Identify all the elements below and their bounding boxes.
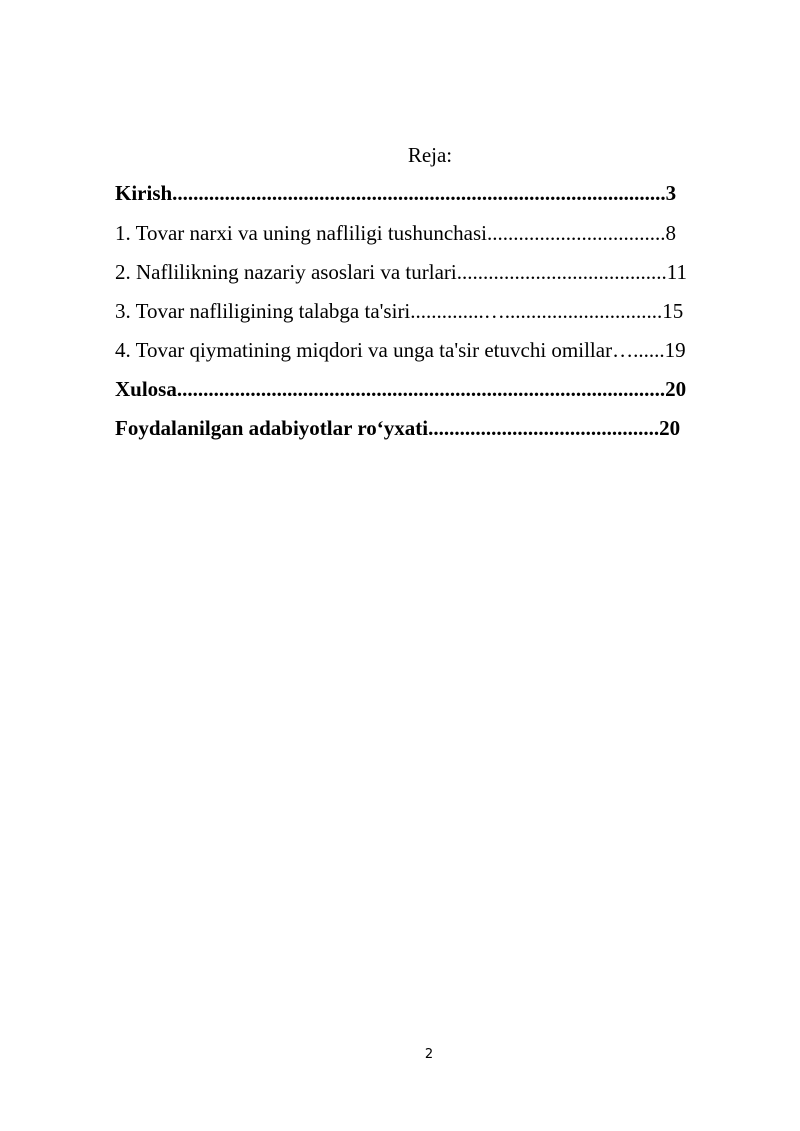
page-number: 2 bbox=[424, 1047, 434, 1062]
contents-title: Reja: bbox=[407, 143, 453, 167]
toc-entry-1: 1. Tovar narxi va uning nafliligi tushunchasi..................................8 bbox=[115, 221, 676, 245]
toc-entry-4: 4. Tovar qiymatining miqdori va unga ta'sir etuvchi omillar…......19 bbox=[115, 338, 686, 362]
toc-entry-xulosa: Xulosa.............................................................................................20 bbox=[115, 377, 687, 401]
toc-entry-adabiyotlar: Foydalanilgan adabiyotlar ro‘yxati............................................20 bbox=[115, 416, 681, 440]
toc-entry-3: 3. Tovar nafliligining talabga ta'siri..............…..............................15 bbox=[115, 299, 684, 323]
toc-entry-kirish: Kirish..............................................................................................3 bbox=[115, 181, 677, 205]
toc-entry-2: 2. Naflilikning nazariy asoslari va turlari........................................11 bbox=[115, 260, 687, 284]
